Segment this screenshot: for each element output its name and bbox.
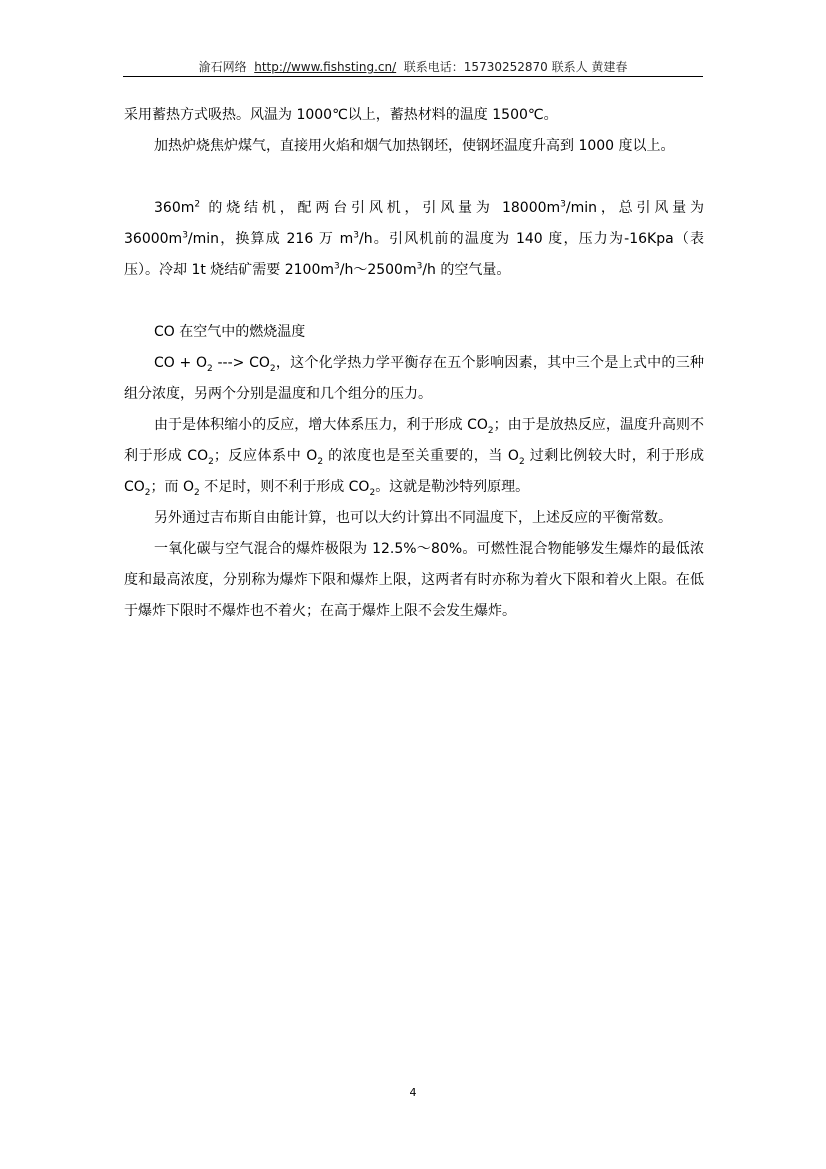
section-heading: CO 在空气中的燃烧温度 [154,324,306,340]
paragraph-1: 采用蓄热方式吸热。风温为 1000℃以上，蓄热材料的温度 1500℃。 [124,107,558,123]
spacer [124,162,704,193]
page-number: 4 [409,1086,417,1099]
document-body [124,100,704,627]
paragraph-5: CO + $O_2$ ---> $CO_2$，这个化学热力学平衡存在五个影响因素，其中三个是上式中的三种组分浓度，另两个分别是温度和几个组分的压力。 [124,355,704,402]
page-header [123,58,703,77]
paragraph-2: 加热炉烧焦炉煤气，直接用火焰和烟气加热钢坯，使钢坯温度升高到 1000 度以上。 [154,138,675,154]
paragraph-6: 由于是体积缩小的反应，增大体系压力，利于形成 $CO_2$；由于是放热反应，温度升高则不利于形成 $CO_2$；反应体系中 $O_2$ 的浓度也是至关重要的，当 $O_2$ 过剩比例较大时，利于形成 $CO_2$；而 $O_2$ 不足时，则不利于形成 $CO_2$。这就是勒沙特列原理。 [124,417,705,498]
paragraph-7: 另外通过吉布斯自由能计算，也可以大约计算出不同温度下，上述反应的平衡常数。 [154,510,672,526]
header-url-link[interactable]: http://www.fishsting.cn/ [254,60,397,74]
spacer [124,286,704,317]
paragraph-8: 一氧化碳与空气混合的爆炸极限为 12.5%～80%。可燃性混合物能够发生爆炸的最低浓度和最高浓度，分别称为爆炸下限和爆炸上限，这两者有时亦称为着火下限和着火上限。在低于爆炸下限时不爆炸也不着火；在高于爆炸上限不会发生爆炸。 [124,541,704,619]
paragraph-3: $360m^2$ 的烧结机，配两台引风机，引风量为 $18000m^3/\min$，总引风量为 $36000m^3/\min$，换算成 216 万 $m^3/h$。引风机前的温度为 140 度，压力为-16Kpa（表压）。冷却 1t 烧结矿需要 $2100m^3/h\sim 2500m^3/h$ 的空气量。 [124,199,704,278]
header-site: 渝石网络 [198,60,247,74]
header-contact: 联系电话：15730252870 联系人 黄建春 [403,60,628,74]
